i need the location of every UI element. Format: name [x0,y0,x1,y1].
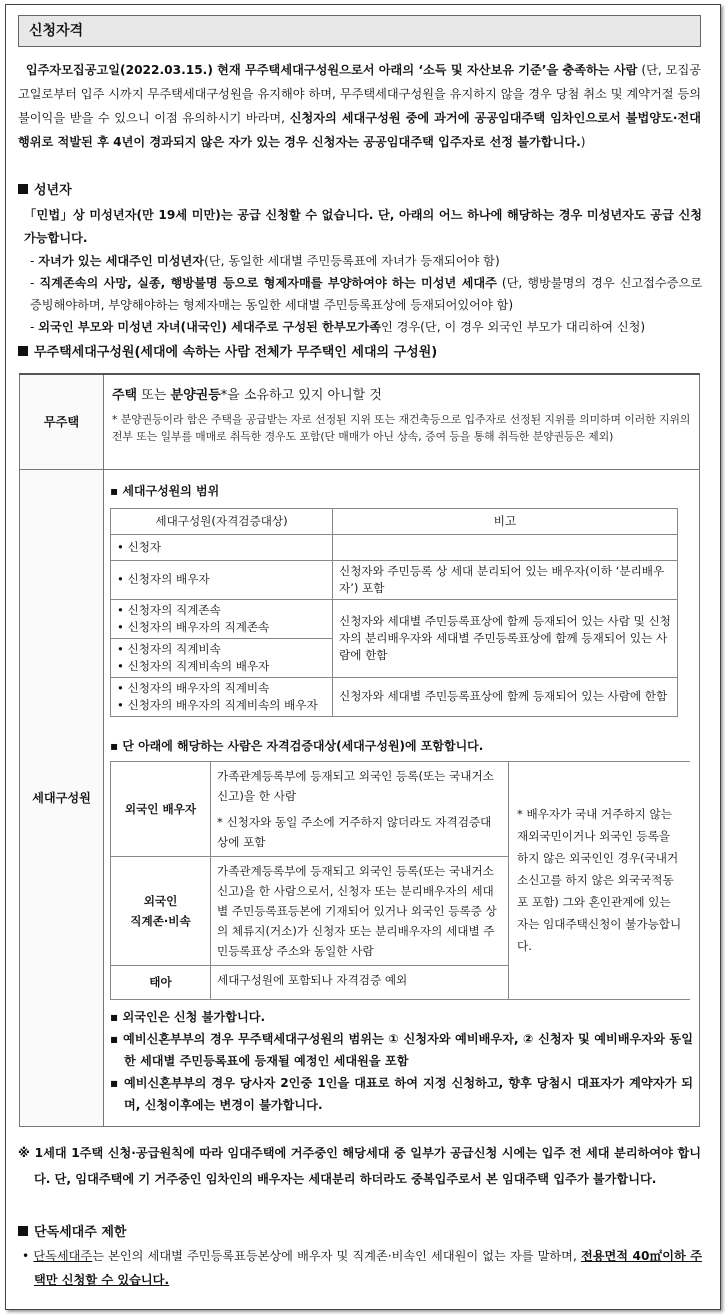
member-spouse-descendant-note: 신청자와 세대별 주민등록표상에 함께 등재되어 있는 사람에 한함 [333,677,678,716]
household-heading [18,342,437,364]
adult-lead: 「민법」상 미성년자(만 19세 미만)는 공급 신청할 수 없습니다. 단, 아래의 어느 하나에 해당하는 경우 미성년자도 공급 신청 가능합니다. [24,208,702,245]
single-term: 단독세대주 [33,1249,93,1263]
foreign-lineal-label [111,856,211,965]
intro-text-4: ) [580,135,586,149]
member-ascendant: • 신청자의 직계존속 • 신청자의 배우자의 직계존속 [111,599,333,638]
adult-item-1-bold: 자녀가 있는 세대주인 미성년자 [38,254,205,268]
household-table [19,373,700,1127]
adult-heading-label: 성년자 [34,183,72,198]
include-title-label: 단 아래에 해당하는 사람은 자격검증대상(세대구성원)에 포함합니다. [122,738,484,753]
rule-presale: 분양권등 [170,388,221,403]
member-descendant-b: 신청자의 직계비속의 배우자 [127,658,270,673]
member-descendant-a: 신청자의 직계비속 [127,641,221,656]
note-foreigner-text: 외국인은 신청 불가합니다. [122,1009,266,1024]
scope-title-label: 세대구성원의 범위 [122,483,220,498]
note-foreigner: ▪ 외국인은 신청 불가합니다. [110,1009,266,1024]
foreign-lineal-label-b: 직계존·비속 [130,913,191,928]
foreign-spouse-desc: 가족관계등록부에 등재되고 외국인 등록(또는 국내거소신고)을 한 사람 [217,768,494,803]
member-spouse-label: 신청자의 배우자 [127,572,210,586]
member-spouse-descendant-b: 신청자의 배우자의 직계비속의 배우자 [127,697,318,712]
label-no-house: 무주택 [20,374,104,469]
label-members: 세대구성원 [20,469,104,1126]
single-text: • 단독세대주는 본인의 세대별 주민등록표등본상에 배우자 및 직계존·비속인 세대원이 없는 자를 말하며, 전용면적 40㎡이하 주택만 신청할 수 있습니다. [22,1249,703,1287]
square-bullet-icon [18,1226,28,1236]
adult-item-1-text: (단, 동일한 세대별 주민등록표에 자녀가 등재되어야 함) [204,254,500,268]
adult-heading [18,180,72,202]
member-applicant: • 신청자 [111,534,333,560]
square-bullet-icon [18,346,28,356]
intro-bold-1: 입주자모집공고일(2022.03.15.) 현재 무주택세대구성원으로서 아래의 ‘소득 및 자산보유 기준’을 충족하는 사람 [25,63,638,77]
adult-item-3-text: 인 경우(단, 이 경우 외국인 부모가 대리하여 신청) [380,320,646,334]
members-scope-table [110,508,678,717]
household-heading-label: 무주택세대구성원(세대에 속하는 사람 전체가 무주택인 세대의 구성원) [34,345,438,360]
member-spouse-note: 신청자와 주민등록 상 세대 분리되어 있는 배우자(이하 ‘분리배우자’) 포함 [333,560,678,599]
row-members [20,469,700,1126]
row-no-house [20,374,700,469]
foreign-lineal-label-a: 외국인 [143,893,178,908]
note-pre-newlywed-1-text: 예비신혼부부의 경우 무주택세대구성원의 범위는 ① 신청자와 예비배우자, ② 신청자 및 예비배우자와 동일한 세대별 주민등록표에 등재될 예정인 세대원을 포함 [123,1031,693,1068]
single-heading-label: 단독세대주 제한 [34,1225,127,1240]
member-spouse-descendant-a: 신청자의 배우자의 직계비속 [127,680,270,695]
single-limit: 전용면적 40㎡이하 주택만 신청할 수 있습니다. [34,1249,703,1287]
member-spouse-descendant: • 신청자의 배우자의 직계비속 • 신청자의 배우자의 직계비속의 배우자 [111,677,333,716]
member-ascendant-a: 신청자의 직계존속 [127,602,221,617]
no-house-cell [104,374,700,469]
no-house-note: * 분양권등이라 함은 주택을 공급받는 자로 선정된 지위 또는 재건축등으로 입주자로 선정된 지위를 의미하며 이러한 지위의 전부 또는 일부를 매매로 취득한 경우도 포함(단 매매가 아닌 상속, 증여 등을 통해 취득한 분양권등은 제외) [112,413,691,443]
foreign-spouse-note: * 신청자와 동일 주소에 거주하지 않더라도 자격검증대상에 포함 [217,814,492,849]
adult-item-3-bold: 외국인 부모와 미성년 자녀(내국인) 세대주로 구성된 한부모가족 [38,320,381,334]
section-title: 신청자격 [18,15,701,47]
member-applicant-note [333,534,678,560]
adult-item-2: - 직계존속의 사망, 실종, 행방불명 등으로 형제자매를 부양하여야 하는 미성년 세대주 (단, 행방불명의 경우 신고접수증으로 증빙해야하며, 부양해야하는 형제자매는 동일한 세대별 주민등록표상에 등재되어있어야 함) [30,276,703,312]
fetus-text: 세대구성원에 포함되나 자격검증 예외 [211,965,509,999]
member-applicant-label: 신청자 [127,539,162,554]
note-pre-newlywed-2-text: 예비신혼부부의 경우 당사자 2인중 1인을 대표로 하여 지정 신청하고, 향후 당첨시 대표자가 계약자가 되며, 신청이후에는 변경이 불가합니다. [123,1075,693,1112]
side-note: * 배우자가 국내 거주하지 않는 재외국민이거나 외국인 등록을 하지 않은 외국인인 경우(국내거소신고를 하지 않은 외국국적동포 포함) 그와 혼인관계에 있는 자는 임대주택신청이 불가능합니다. [509,761,691,999]
scope-title: ▪ 세대구성원의 범위 [110,483,220,498]
intro-text-2: (단, 모집공고일로부터 입주 시까지 무주택세대구성원을 유지해야 하며, 무주택세대구성원을 유지하지 않을 경우 당첨 취소 및 계약거절 등의 불이익을 받을 수 있으니 이점 유의하시기 바라며, [18,63,701,125]
foreign-lineal-text: 가족관계등록부에 등재되고 외국인 등록(또는 국내거소신고)을 한 사람으로서, 신청자 또는 분리배우자의 세대별 주민등록표등본에 기재되어 있거나 외국인 등록증 상의 체류지(거소)가 신청자 또는 분리배우자의 세대별 주민등록표상 주소와 동일한 사람 [211,856,509,965]
no-house-rule [112,385,691,407]
adult-item-2-bold: 직계존속의 사망, 실종, 행방불명 등으로 형제자매를 부양하여야 하는 미성년 세대주 [39,276,497,290]
intro-paragraph [18,58,701,154]
single-desc: 는 본인의 세대별 주민등록표등본상에 배우자 및 직계존·비속인 세대원이 없는 자를 말하며, [92,1249,581,1263]
adult-item-1: - 자녀가 있는 세대주인 미성년자(단, 동일한 세대별 주민등록표에 자녀가 등재되어야 함) [30,254,500,268]
fetus-label: 태아 [111,965,211,999]
note-pre-newlywed-1: ▪ 예비신혼부부의 경우 무주택세대구성원의 범위는 ① 신청자와 예비배우자, ② 신청자 및 예비배우자와 동일한 세대별 주민등록표에 등재될 예정인 세대원을 포함 [110,1031,693,1068]
foreign-spouse-label: 외국인 배우자 [111,761,211,856]
rule-rest: *을 소유하고 있지 아니할 것 [220,388,382,403]
note-pre-newlywed-2: ▪ 예비신혼부부의 경우 당사자 2인중 1인을 대표로 하여 지정 신청하고, 향후 당첨시 대표자가 계약자가 되며, 신청이후에는 변경이 불가합니다. [110,1075,693,1112]
adult-item-3: - 외국인 부모와 미성년 자녀(내국인) 세대주로 구성된 한부모가족인 경우(단, 이 경우 외국인 부모가 대리하여 신청) [30,320,646,334]
single-heading [18,1222,126,1244]
included-members-table [110,761,690,1000]
member-ascendant-b: 신청자의 배우자의 직계존속 [127,619,270,634]
adult-item-2-text: (단, 행방불명의 경우 신고접수증으로 증빙해야하며, 부양해야하는 형제자매는 동일한 세대별 주민등록표상에 등재되어있어야 함) [30,276,703,312]
member-ascendant-note: 신청자와 세대별 주민등록표상에 함께 등재되어 있는 사람 및 신청자의 분리배우자와 세대별 주민등록표상에 함께 등재되어 있는 사람에 한함 [333,599,678,677]
rule-house: 주택 [112,388,138,403]
foreign-spouse-text [211,761,509,856]
members-cell [104,469,700,1126]
member-spouse: • 신청자의 배우자 [111,560,333,599]
member-descendant: • 신청자의 직계비속 • 신청자의 직계비속의 배우자 [111,638,333,677]
include-title: ▪ 단 아래에 해당하는 사람은 자격검증대상(세대구성원)에 포함합니다. [110,738,484,753]
intro-bold-3: 신청자의 세대구성원 중에 과거에 공공임대주택 임차인으로서 불법양도·전대 행위로 적발된 후 4년이 경과되지 않은 자가 있는 경우 신청자는 공공임대주택 입주자로 선정 불가합니다. [18,111,701,149]
col-remark: 비고 [333,508,678,534]
member-notes [110,1006,699,1116]
square-bullet-icon [18,184,28,194]
rule-or: 또는 [137,388,171,403]
col-members: 세대구성원(자격검증대상) [111,508,333,534]
remark-note: ※ 1세대 1주택 신청·공급원칙에 따라 임대주택에 거주중인 해당세대 중 일부가 공급신청 시에는 입주 전 세대 분리하여야 합니다. 단, 임대주택에 기 거주중인 임차인의 배우자는 세대분리 하더라도 중복입주로서 본 임대주택 입주가 불가합니다. [18,1146,701,1186]
